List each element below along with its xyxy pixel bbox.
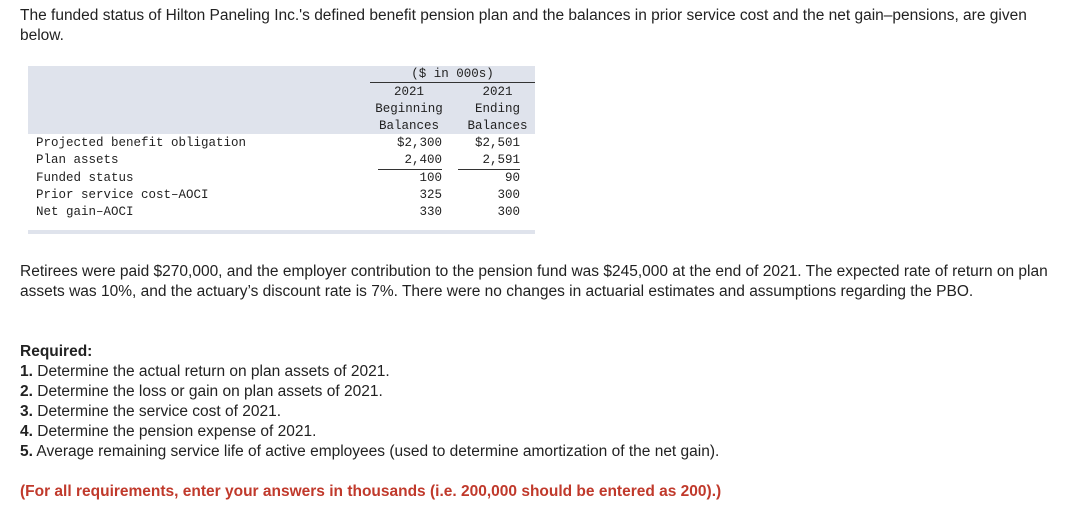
intro-text: The funded status of Hilton Paneling Inc.'s defined benefit pension plan and the balances in prior service cost and the net gain–pensions, are given below. (20, 7, 1027, 44)
row-value-ending: 2,591 (458, 152, 520, 170)
col2-line2: Balances (467, 119, 528, 133)
row-label: Net gain–AOCI (36, 205, 134, 219)
row-value-ending: 300 (497, 188, 520, 202)
unit-header: ($ in 000s) (370, 66, 535, 83)
requirement-item: 4. Determine the pension expense of 2021. (20, 423, 317, 440)
instruction-note: (For all requirements, enter your answers in thousands (i.e. 200,000 should be entered as 200).) (20, 483, 722, 500)
requirement-item: 5. Average remaining service life of active employees (used to determine amortization of the net gain). (20, 443, 720, 460)
required-section (20, 342, 1070, 462)
row-value-beginning: 100 (419, 171, 442, 185)
pension-table (28, 66, 535, 234)
row-value-ending: $2,501 (474, 136, 520, 150)
col2-year: 2021 (482, 85, 513, 99)
row-label: Projected benefit obligation (36, 136, 247, 150)
row-label: Funded status (36, 171, 134, 185)
row-label: Plan assets (36, 153, 119, 167)
col1-year: 2021 (393, 85, 424, 99)
row-label: Prior service cost–AOCI (36, 188, 209, 202)
row-value-beginning: 330 (419, 205, 442, 219)
scenario-paragraph: Retirees were paid $270,000, and the employer contribution to the pension fund was $245,000 at the end of 2021. The expected rate of return on plan assets was 10%, and the actuary’s discount rate is 7%. There were no changes in actuarial estimates and assumptions regarding the PBO. (20, 263, 1048, 300)
row-value-beginning: 2,400 (378, 152, 442, 170)
col2-line1: Ending (474, 102, 520, 116)
requirement-item: 1. Determine the actual return on plan assets of 2021. (20, 363, 390, 380)
col1-line1: Beginning (375, 102, 443, 116)
col1-line2: Balances (378, 119, 439, 133)
row-value-beginning: $2,300 (396, 136, 442, 150)
required-title: Required: (20, 343, 93, 360)
row-value-ending: 90 (504, 171, 520, 185)
requirement-item: 2. Determine the loss or gain on plan assets of 2021. (20, 383, 383, 400)
table-bottom-band (28, 230, 535, 234)
requirement-item: 3. Determine the service cost of 2021. (20, 403, 282, 420)
row-value-beginning: 325 (419, 188, 442, 202)
row-value-ending: 300 (497, 205, 520, 219)
